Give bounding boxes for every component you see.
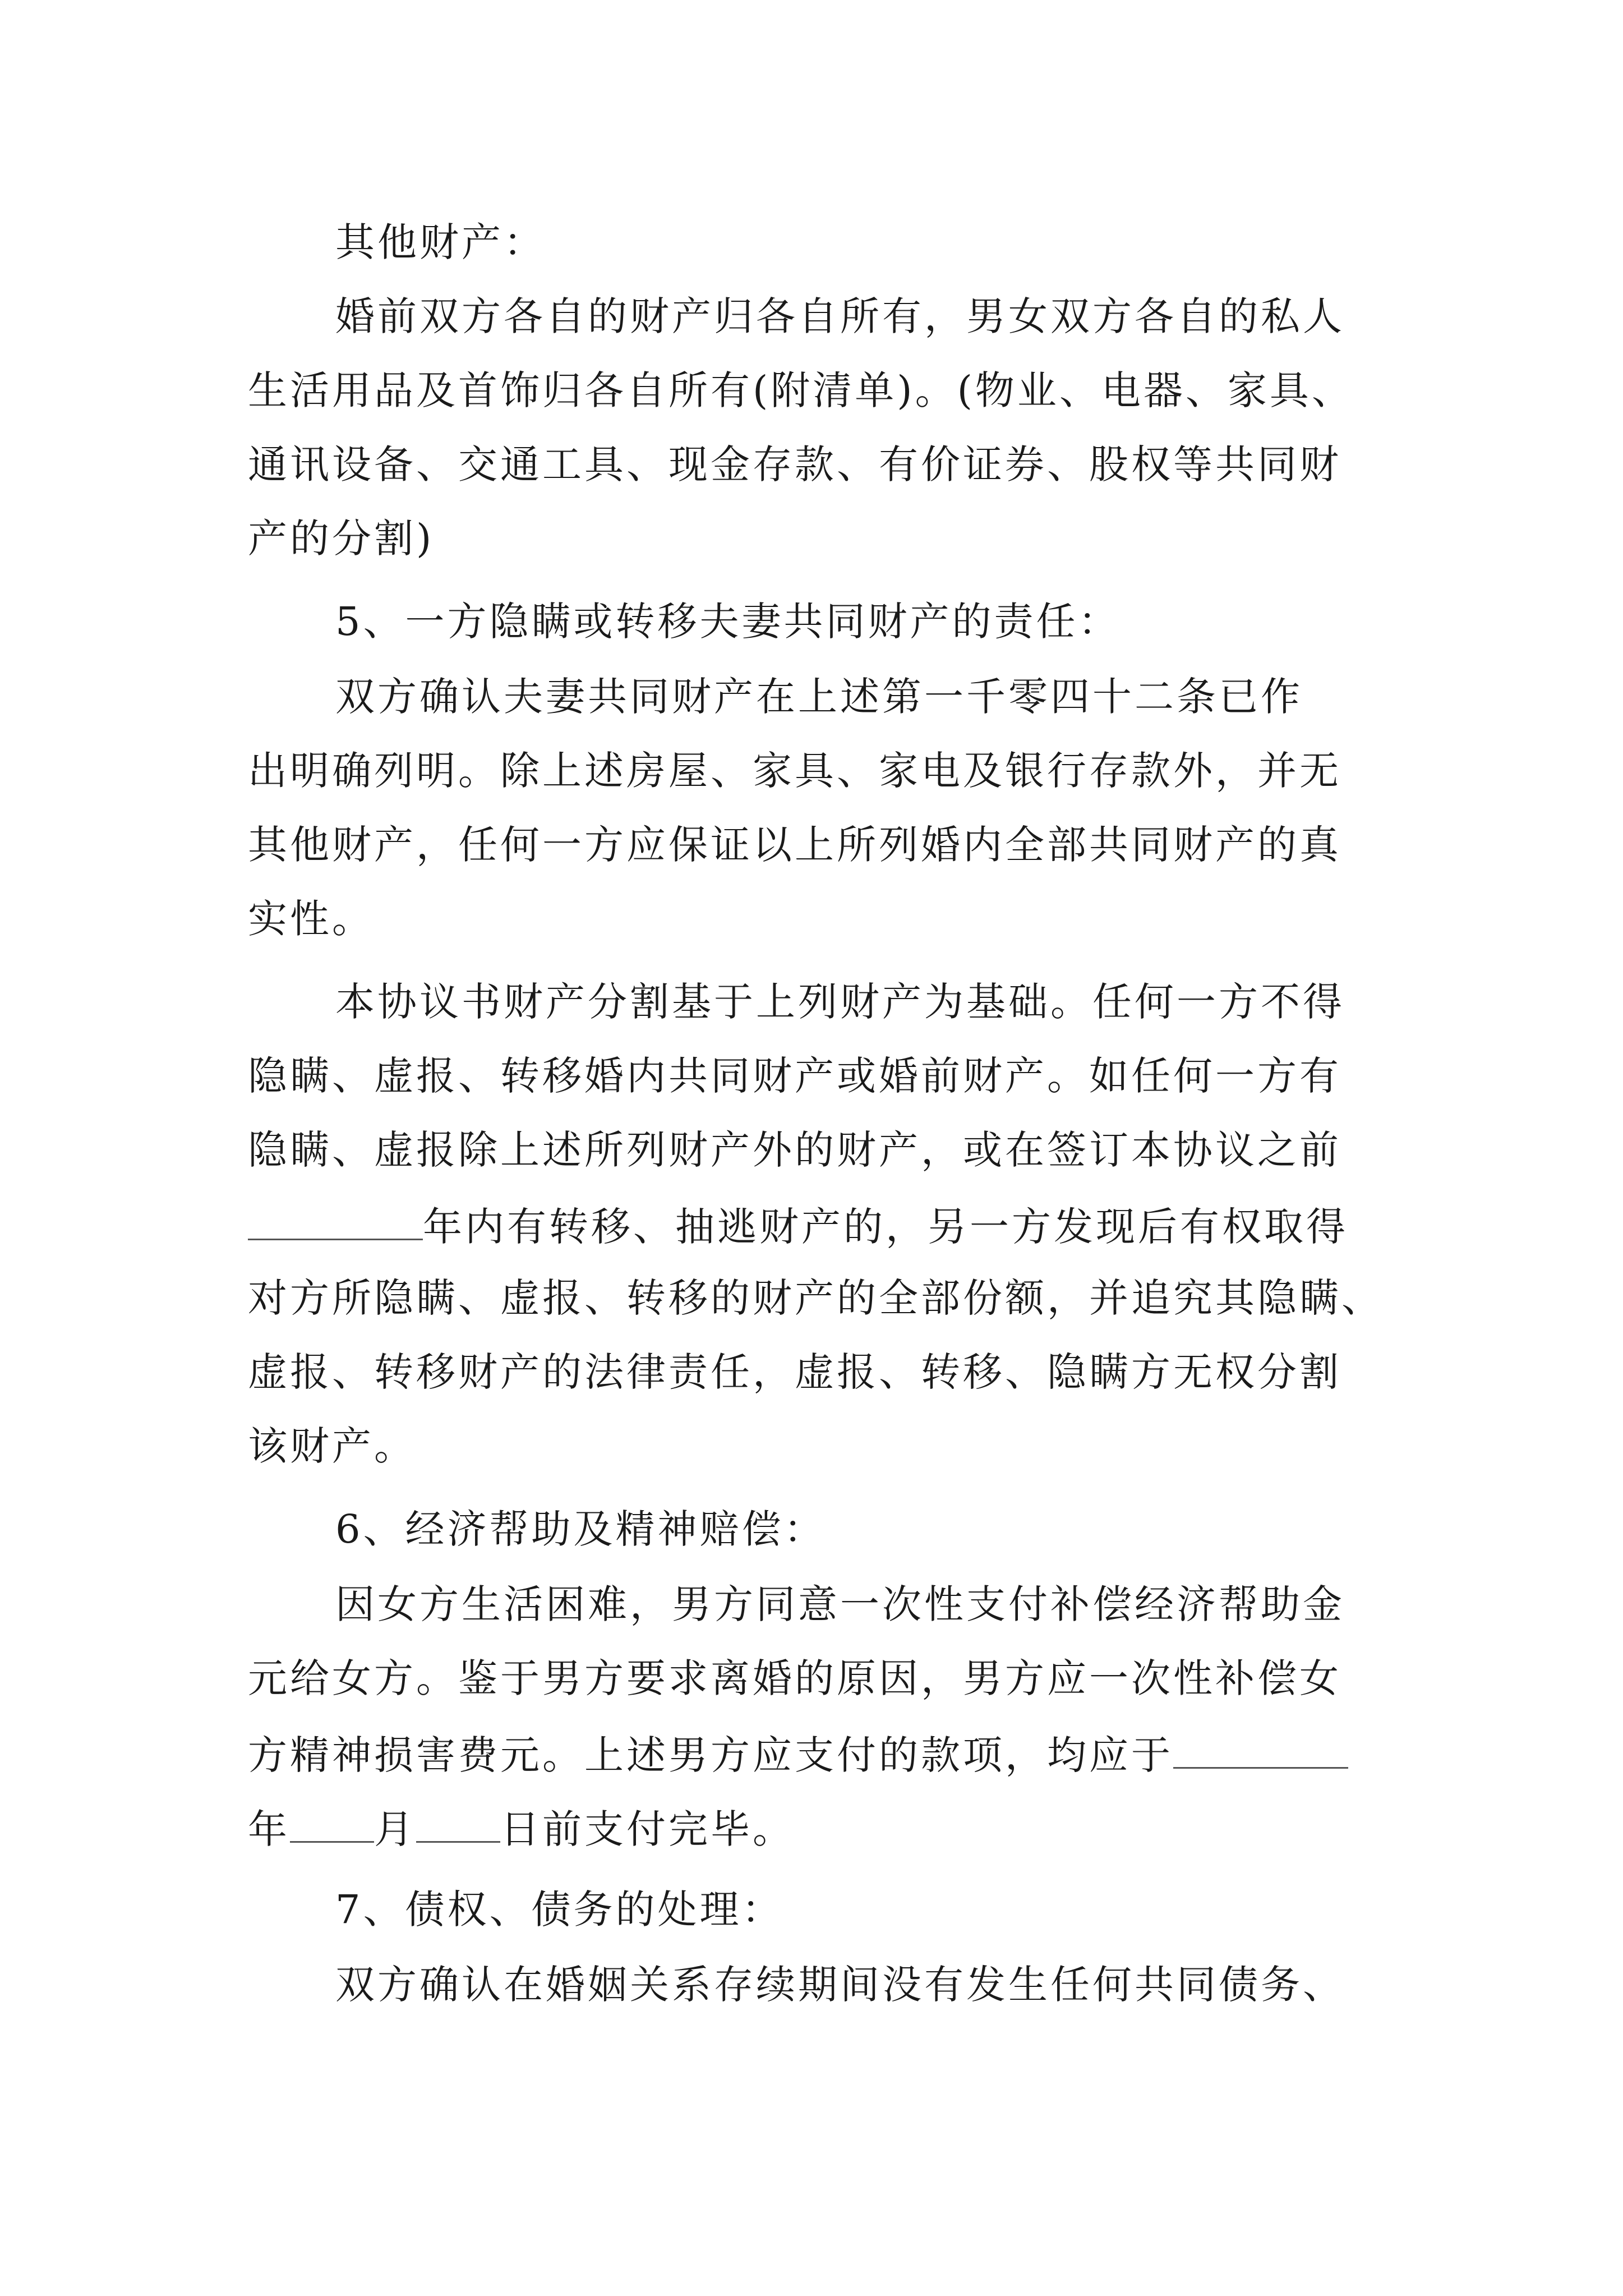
text-line: 该财产。 [248,1423,416,1469]
text-line [248,1719,1348,1786]
text-line: 隐瞒、虚报除上述所列财产外的财产，或在签订本协议之前 [248,1127,1341,1173]
text-line: 本协议书财产分割基于上列财产为基础。任何一方不得 [335,979,1345,1025]
text-line: 其他财产，任何一方应保证以上所列婚内全部共同财产的真 [248,822,1341,868]
text-line: 虚报、转移财产的法律责任，虚报、转移、隐瞒方无权分割 [248,1349,1341,1395]
blank-underline [416,1793,500,1843]
text-line: 对方所隐瞒、虚报、转移的财产的全部份额，并追究其隐瞒、 [248,1275,1384,1321]
blank-underline [290,1793,374,1843]
section-heading: 6、经济帮助及精神赔偿： [335,1506,826,1552]
text-line: 产的分割) [248,516,435,562]
text-segment: 方精神损害费元。上述男方应支付的款项，均应于 [248,1732,1173,1778]
blank-underline [248,1190,423,1240]
text-line: 双方确认夫妻共同财产在上述第一千零四十二条已作 [335,674,1303,720]
text-line: 隐瞒、虚报、转移婚内共同财产或婚前财产。如任何一方有 [248,1053,1341,1099]
text-segment: 年 [248,1806,290,1852]
text-line: 生活用品及首饰归各自所有(附清单)。(物业、电器、家具、 [248,367,1354,413]
section-heading: 5、一方隐瞒或转移夫妻共同财产的责任： [335,599,1121,645]
text-line [248,1190,1348,1258]
text-segment: 日前支付完毕。 [500,1806,795,1852]
text-line [248,1793,795,1860]
text-line: 元给女方。鉴于男方要求离婚的原因，男方应一次性补偿女 [248,1655,1341,1701]
text-line: 通讯设备、交通工具、现金存款、有价证券、股权等共同财 [248,441,1341,487]
text-line: 因女方生活困难，男方同意一次性支付补偿经济帮助金 [335,1581,1345,1627]
text-segment: 年内有转移、抽逃财产的，另一方发现后有权取得 [423,1204,1348,1250]
text-line: 双方确认在婚姻关系存续期间没有发生任何共同债务、 [335,1962,1345,2008]
text-line: 实性。 [248,896,374,942]
text-segment: 月 [374,1806,416,1852]
text-line: 出明确列明。除上述房屋、家具、家电及银行存款外，并无 [248,748,1341,794]
text-line: 婚前双方各自的财产归各自所有，男女双方各自的私人 [335,293,1345,339]
section-heading: 7、债权、债务的处理： [335,1887,784,1932]
text-line: 其他财产： [335,219,546,265]
blank-underline [1173,1719,1348,1769]
